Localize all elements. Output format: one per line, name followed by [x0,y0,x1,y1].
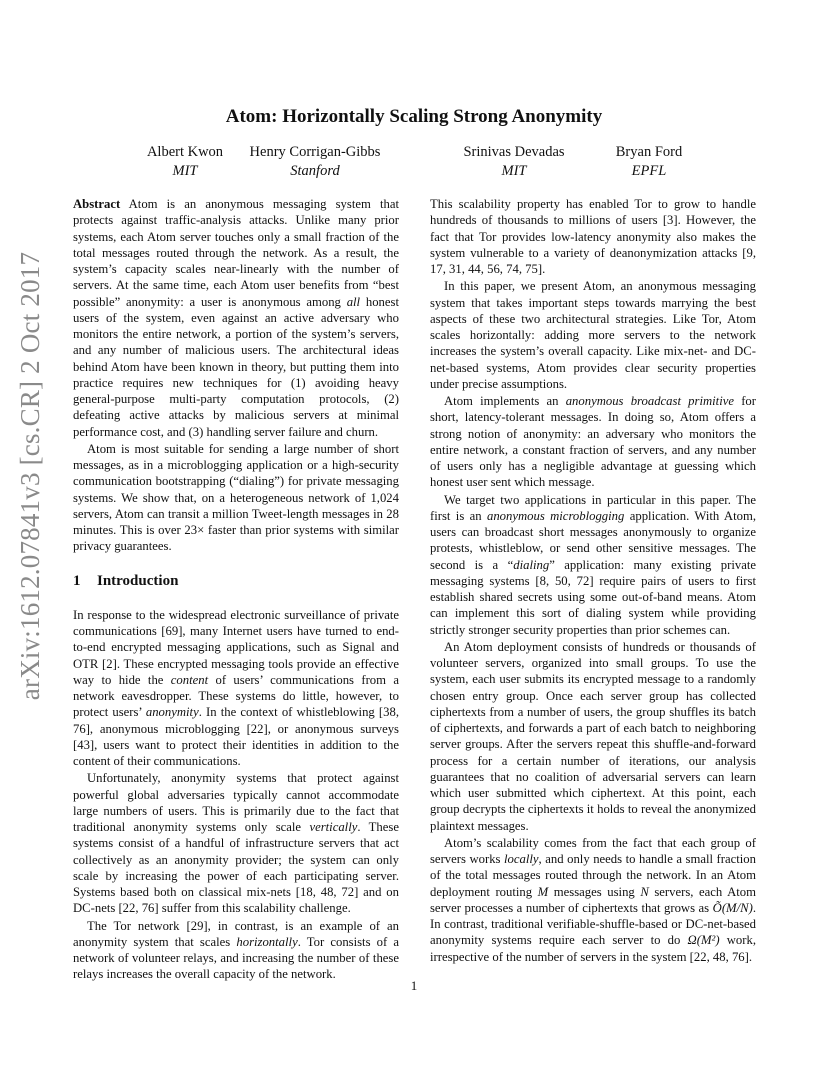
section-title: Introduction [97,572,179,589]
math-variable: N [640,884,649,899]
body-paragraph: In this paper, we present Atom, an anonymous messaging system that takes important steps towards marrying the best aspects of these two architectural strategies. Like Tor, Atom scales horizontally: adding more servers to the network increases the system’s overall capacity. Like mix-net- and DC-net-based systems, Atom provides clear security properties under precise assumptions. [430,279,756,391]
math-expression: Õ(M/N) [712,900,753,915]
abstract-label: Abstract [73,197,121,211]
body-paragraph: Atom implements an anonymous broadcast primitive for short, latency-tolerant messages. In doing so, Atom offers a strong notion of anonymity: an adversary who monitors the entire network, a constant fraction of servers, and any number of users only has a negligible advantage at guessing which honest user sent which message. [430,394,756,490]
arxiv-identifier-stamp: arXiv:1612.07841v3 [cs.CR] 2 Oct 2017 [15,251,45,701]
author-block [549,143,749,181]
author-block [215,143,415,181]
body-paragraph: In response to the widespread electronic surveillance of private communications [69], many Internet users have turned to end-to-end encrypted messaging applications, such as Signal and OTR [2]. These encrypted messaging tools provide an effective way to hide the content of users’ communications from a network eavesdropper. These systems do little, however, to protect users’ anonymity. In the context of whistleblowing [38, 76], anonymous microblogging [22], or anonymous surveys [43], users want to protect their identities in addition to the content of their communications. [73,607,399,768]
author-name: Bryan Ford [615,144,683,160]
left-column [73,196,399,983]
body-paragraph: An Atom deployment consists of hundreds or thousands of volunteer servers, organized into small groups. To use the system, each user submits its encrypted message to a randomly chosen entry group. Once each server group has collected ciphertexts from a number of users, the group shuffles its batch of ciphertexts, and forwards a part of each batch to neighboring server groups. After the servers repeat this shuffle-and-forward process for a certain number of iterations, our analysis guarantees that no coalition of adversarial servers can learn which user submitted which ciphertext. At this point, each group decrypts the ciphertexts it holds to reveal the anonymized plaintext messages. [430,639,756,833]
page-number: 1 [410,978,418,993]
author-affiliation: MIT [172,163,198,179]
body-paragraph: We target two applications in particular in this paper. The first is an anonymous microblogging application. With Atom, users can broadcast short messages anonymously to organize protests, whistleblow, or send other sensitive messages. The second is a “dialing” application: many existing private messaging systems [8, 50, 72] require pairs of users to first establish shared secrets using some out-of-band means. Atom can implement this sort of dialing system while providing strictly stronger security properties than prior schemes can. [430,492,756,637]
math-variable: M [537,884,549,899]
right-column [430,196,756,965]
abstract-paragraph: Abstract Atom is an anonymous messaging system that protects against traffic-analysis attacks. Unlike many prior systems, each Atom server touches only a small fraction of the total messages routed through the network. As a result, the system’s capacity scales near-linearly with the number of servers. At the same time, each Atom user benefits from “best possible” anonymity: a user is anonymous among all honest users of the system, even against an active adversary who monitors the entire network, a portion of the system’s servers, and any number of malicious users. The architectural ideas behind Atom have been known in theory, but putting them into practice requires new techniques for (1) avoiding heavy general-purpose multi-party computation protocols, (2) defeating active attacks by malicious servers at minimal performance cost, and (3) handling server failure and churn. [73,197,399,439]
body-paragraph: Atom’s scalability comes from the fact that each group of servers works locally, and only needs to handle a small fraction of the total messages routed through the network. In an Atom deployment routing M messages using N servers, each Atom server processes a number of ciphertexts that grows as Õ(M/N). In contrast, traditional verifiable-shuffle-based or DC-net-based anonymity systems require each server to do Ω(M²) work, irrespective of the number of servers in the system [22, 48, 76]. [430,835,756,964]
author-affiliation: MIT [501,163,527,179]
paper-title: Atom: Horizontally Scaling Strong Anonymity [225,106,603,127]
math-expression: Ω(M²) [687,933,720,948]
section-heading [73,573,399,589]
abstract-paragraph: Atom is most suitable for sending a large number of short messages, as in a microblogging application or a high-security communication bootstrapping (“dialing”) for private messaging systems. We show that, on a heterogeneous network of 1,024 servers, Atom can transit a million Tweet-length messages in 28 minutes. This is over 23× faster than prior systems with similar privacy guarantees. [73,441,399,554]
author-affiliation: Stanford [290,163,340,179]
author-name: Albert Kwon [146,144,224,160]
body-paragraph: Unfortunately, anonymity systems that protect against powerful global adversaries typically cannot accommodate large numbers of users. This is primarily due to the fact that traditional anonymity systems only scale vertically. These systems consist of a handful of infrastructure servers that act collectively as an anonymity provider; the system can only scale by increasing the power of each participating server. Systems based both on classical mix-nets [18, 48, 72] and on DC-nets [22, 76] suffer from this scalability challenge. [73,771,399,916]
body-paragraph: The Tor network [29], in contrast, is an example of an anonymity system that scales horizontally. Tor consists of a network of volunteer relays, and increasing the number of these relays increases the overall capacity of the network. [73,918,399,982]
author-affiliation: EPFL [631,163,667,179]
section-number: 1 [73,572,81,589]
author-name: Srinivas Devadas [463,144,565,160]
author-name: Henry Corrigan-Gibbs [249,144,381,160]
body-paragraph: This scalability property has enabled Tor to grow to handle hundreds of thousands to millions of users [3]. However, the fact that Tor provides low-latency anonymity also makes the system vulnerable to a variety of deanonymization attacks [9, 17, 31, 44, 56, 74, 75]. [430,197,756,276]
